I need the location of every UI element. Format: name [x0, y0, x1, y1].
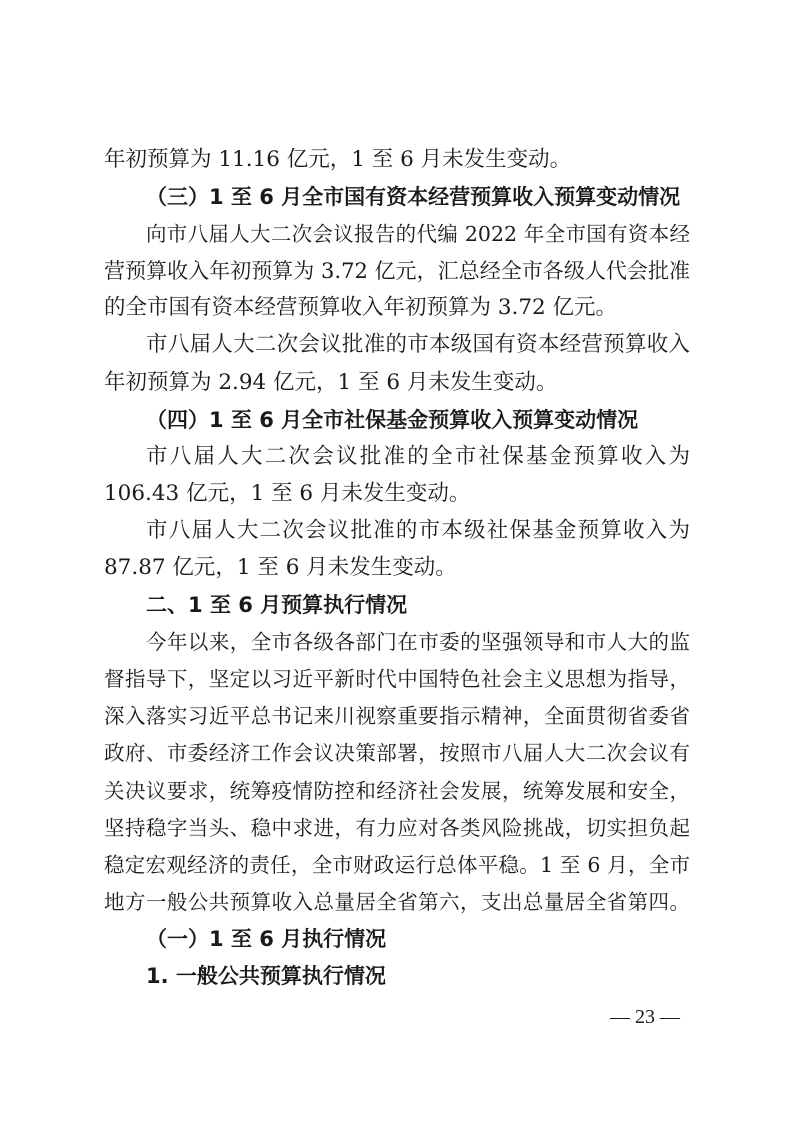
- paragraph-line: 年初预算为 11.16 亿元，1 至 6 月未发生变动。: [104, 147, 572, 172]
- paragraph-line: 市八届人大二次会议批准的市本级社保基金预算收入为: [146, 517, 690, 543]
- paragraph-line: 向市八届人大二次会议报告的代编 2022 年全市国有资本经: [146, 222, 690, 247]
- page-number: — 23 —: [610, 1006, 680, 1028]
- paragraph-line: 的全市国有资本经营预算收入年初预算为 3.72 亿元。: [104, 295, 618, 321]
- paragraph-line: 坚持稳字当头、稳中求进，有力应对各类风险挑战，切实担负起: [104, 815, 690, 840]
- paragraph-line: 关决议要求，统筹疫情防控和经济社会发展，统筹发展和安全，: [104, 778, 690, 803]
- section-heading: 1. 一般公共预算执行情况: [146, 964, 386, 988]
- paragraph-line: 87.87 亿元，1 至 6 月未发生变动。: [104, 555, 457, 580]
- paragraph-line: 今年以来，全市各级各部门在市委的坚强领导和市人大的监: [146, 630, 690, 655]
- paragraph-line: 市八届人大二次会议批准的全市社保基金预算收入为: [146, 443, 690, 469]
- paragraph-line: 政府、市委经济工作会议决策部署，按照市八届人大二次会议有: [104, 741, 690, 766]
- paragraph-line: 市八届人大二次会议批准的市本级国有资本经营预算收入: [146, 332, 690, 358]
- paragraph-line: 营预算收入年初预算为 3.72 亿元，汇总经全市各级人代会批准: [104, 259, 690, 284]
- section-heading: （四）1 至 6 月全市社保基金预算收入预算变动情况: [146, 407, 639, 432]
- paragraph-line: 年初预算为 2.94 亿元，1 至 6 月未发生变动。: [104, 369, 558, 395]
- section-heading: （一）1 至 6 月执行情况: [146, 926, 387, 951]
- paragraph-line: 深入落实习近平总书记来川视察重要指示精神，全面贯彻省委省: [104, 704, 690, 729]
- paragraph-line: 稳定宏观经济的责任，全市财政运行总体平稳。1 至 6 月，全市: [104, 852, 690, 877]
- paragraph-line: 督指导下，坚定以习近平新时代中国特色社会主义思想为指导，: [104, 667, 690, 692]
- section-heading: 二、1 至 6 月预算执行情况: [146, 593, 408, 618]
- paragraph-line: 地方一般公共预算收入总量居全省第六，支出总量居全省第四。: [104, 889, 690, 914]
- paragraph-line: 106.43 亿元，1 至 6 月未发生变动。: [104, 480, 471, 506]
- section-heading: （三）1 至 6 月全市国有资本经营预算收入预算变动情况: [146, 185, 681, 210]
